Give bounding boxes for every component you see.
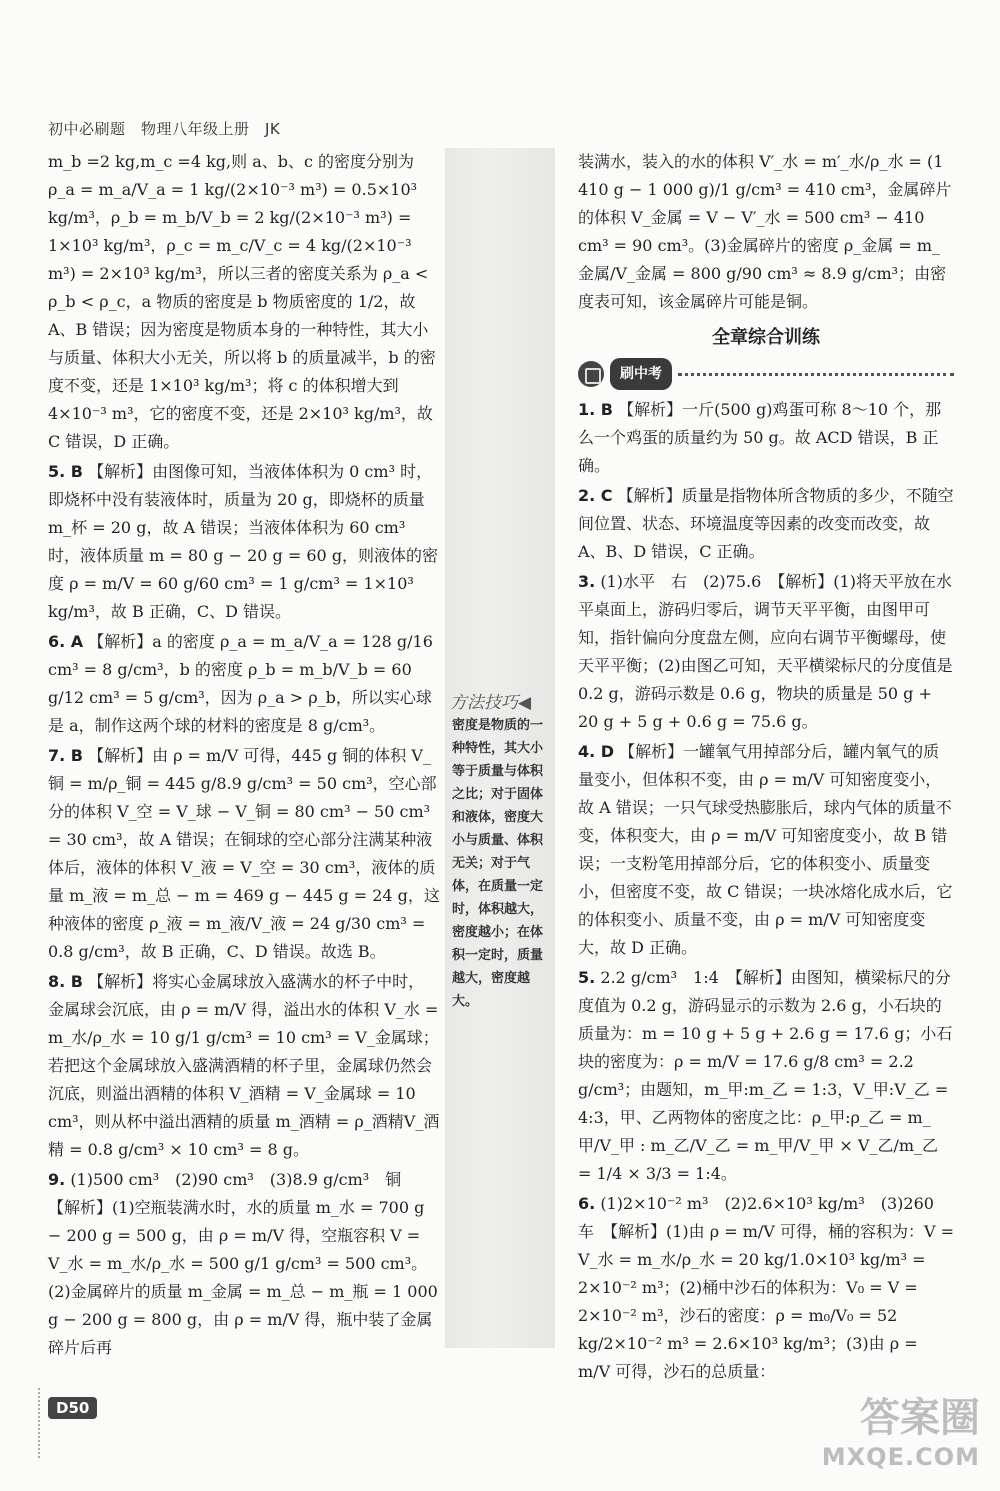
- badge-label: 刷中考: [610, 358, 672, 390]
- section-badge: [578, 358, 954, 390]
- right-column: [578, 148, 954, 1388]
- tip-title: 方法技巧◀: [450, 693, 532, 713]
- watermark: [822, 1386, 980, 1471]
- answer-8: 8. B 【解析】将实心金属球放入盛满水的杯子中时，金属球会沉底，由 ρ = m/V 得，溢出水的体积 V_水 = m_水/ρ_水 = 10 g/1 g/cm³ = 10 cm³ = V_金属球；若把这个金属球放入盛满酒精的杯子里，金属球仍然会沉底，则溢出酒精的体积 V_酒精 = V_金属球 = 10 cm³，则从杯中溢出酒精的质量 m_酒精 = ρ_酒精V_酒精 = 0.8 g/cm³ × 10 cm³ = 8 g。: [48, 972, 440, 1159]
- tip-body: 密度是物质的一种特性，其大小等于质量与体积之比；对于固体和液体，密度大小与质量、体积无关；对于气体，在质量一定时，体积越大，密度越小；在体积一定时，质量越大，密度越大。: [452, 718, 544, 1009]
- watermark-url: MXQE.COM: [821, 1443, 980, 1471]
- answer-7: 7. B 【解析】由 ρ = m/V 可得，445 g 铜的体积 V_铜 = m/ρ_铜 = 445 g/8.9 g/cm³ = 50 cm³，空心部分的体积 V_空 = V_球 − V_铜 = 80 cm³ − 50 cm³ = 30 cm³，故 A 错误；在铜球的空心部分注满某种液体后，液体的体积 V_液 = V_空 = 30 cm³，液体的质量 m_液 = m_总 − m = 469 g − 445 g = 24 g，这种液体的密度 ρ_液 = m_液/V_液 = 24 g/30 cm³ = 0.8 g/cm³，故 B 正确，C、D 错误。故选 B。: [48, 746, 440, 961]
- exam-answer-6: 6. (1)2×10⁻² m³ (2)2.6×10³ kg/m³ (3)260 车 【解析】(1)由 ρ = m/V 可得，桶的容积为：V = V_水 = m_水/ρ_水 = 20 kg/1.0×10³ kg/m³ = 2×10⁻² m³；(2)桶中沙石的体积为：V₀ = V = 2×10⁻² m³，沙石的密度：ρ = m₀/V₀ = 52 kg/2×10⁻² m³ = 2.6×10³ kg/m³；(3)由 ρ = m/V 可得，沙石的总质量：: [578, 1194, 954, 1381]
- answer-paragraph: m_b =2 kg,m_c =4 kg,则 a、b、c 的密度分别为 ρ_a = m_a/V_a = 1 kg/(2×10⁻³ m³) = 0.5×10³ kg/m³，ρ_b = m_b/V_b = 2 kg/(2×10⁻³ m³) = 1×10³ kg/m³，ρ_c = m_c/V_c = 4 kg/(2×10⁻³ m³) = 2×10³ kg/m³，所以三者的密度关系为 ρ_a < ρ_b < ρ_c，a 物质的密度是 b 物质密度的 1/2，故 A、B 错误；因为密度是物质本身的一种特性，其大小与质量、体积大小无关，所以将 b 的质量减半，b 的密度不变，还是 1×10³ kg/m³；将 c 的体积增大到 4×10⁻³ m³，它的密度不变，还是 2×10³ kg/m³，故 C 错误，D 正确。: [48, 152, 436, 451]
- answer-6: 6. A 【解析】a 的密度 ρ_a = m_a/V_a = 128 g/16 cm³ = 8 g/cm³，b 的密度 ρ_b = m_b/V_b = 60 g/12 cm³ = 5 g/cm³，因为 ρ_a > ρ_b，所以实心球是 a，制作这两个球的材料的密度是 8 g/cm³。: [48, 632, 433, 735]
- book-icon: [578, 361, 604, 387]
- left-column: [48, 148, 440, 1364]
- margin-dotted-line: [38, 1388, 40, 1458]
- section-title: 全章综合训练: [712, 327, 820, 348]
- answer-9-continued: 装满水，装入的水的体积 V′_水 = m′_水/ρ_水 = (1 410 g − 1 000 g)/1 g/cm³ = 410 cm³，金属碎片的体积 V_金属 = V − V′_水 = 500 cm³ − 410 cm³ = 90 cm³。(3)金属碎片的密度 ρ_金属 = m_金属/V_金属 = 800 g/90 cm³ ≈ 8.9 g/cm³；由密度表可知，该金属碎片可能是铜。: [578, 152, 952, 311]
- exam-answer-4: 4. D 【解析】一罐氧气用掉部分后，罐内氧气的质量变小，但体积不变，由 ρ = m/V 可知密度变小，故 A 错误；一只气球受热膨胀后，球内气体的质量不变，体积变大，由 ρ = m/V 可知密度变小，故 B 错误；一支粉笔用掉部分后，它的体积变小、质量变小，但密度不变，故 C 错误；一块冰熔化成水后，它的体积变小、质量不变，由 ρ = m/V 可知密度变大，故 D 正确。: [578, 742, 953, 957]
- page-number: D50: [48, 1397, 97, 1419]
- exam-answer-5: 5. 2.2 g/cm³ 1:4 【解析】由图知，横梁标尺的分度值为 0.2 g，游码显示的示数为 2.6 g，小石块的质量为：m = 10 g + 5 g + 2.6 g = 17.6 g；小石块的密度为：ρ = m/V = 17.6 g/8 cm³ = 2.2 g/cm³；由题知，m_甲:m_乙 = 1:3，V_甲:V_乙 = 4:3，甲、乙两物体的密度之比：ρ_甲:ρ_乙 = m_甲/V_甲 : m_乙/V_乙 = m_甲/V_甲 × V_乙/m_乙 = 1/4 × 3/3 = 1:4。: [578, 968, 953, 1183]
- watermark-logo: 答案圈: [860, 1395, 980, 1441]
- exam-answer-2: 2. C 【解析】质量是指物体所含物质的多少，不随空间位置、状态、环境温度等因素的改变而改变，故 A、B、D 错误，C 正确。: [578, 486, 954, 561]
- exam-answer-3: 3. (1)水平 右 (2)75.6 【解析】(1)将天平放在水平桌面上，游码归零后，调节天平平衡，由图甲可知，指针偏向分度盘左侧，应向右调节平衡螺母，使天平平衡；(2)由图乙可知，天平横梁标尺的分度值是 0.2 g，游码示数是 0.6 g，物块的质量是 50 g + 20 g + 5 g + 0.6 g = 75.6 g。: [578, 572, 953, 731]
- answer-5: 5. B 【解析】由图像可知，当液体体积为 0 cm³ 时，即烧杯中没有装液体时，质量为 20 g，即烧杯的质量 m_杯 = 20 g，故 A 错误；当液体体积为 60 cm³ 时，液体质量 m = 80 g − 20 g = 60 g，则液体的密度 ρ = m/V = 60 g/60 cm³ = 1 g/cm³ = 1×10³ kg/m³，故 B 正确，C、D 错误。: [48, 462, 439, 621]
- dotted-divider: [678, 373, 954, 376]
- page-header: 初中必刷题 物理八年级上册 JK: [48, 120, 281, 138]
- exam-answer-1: 1. B 【解析】一斤(500 g)鸡蛋可称 8～10 个，那么一个鸡蛋的质量约为 50 g。故 ACD 错误，B 正确。: [578, 400, 942, 475]
- answer-9: 9. (1)500 cm³ (2)90 cm³ (3)8.9 g/cm³ 铜 【解析】(1)空瓶装满水时，水的质量 m_水 = 700 g − 200 g = 500 g，由 ρ = m/V 得，空瓶容积 V = V_水 = m_水/ρ_水 = 500 g/1 g/cm³ = 500 cm³。(2)金属碎片的质量 m_金属 = m_总 − m_瓶 = 1 000 g − 200 g = 800 g，由 ρ = m/V 得，瓶中装了金属碎片后再: [48, 1170, 438, 1357]
